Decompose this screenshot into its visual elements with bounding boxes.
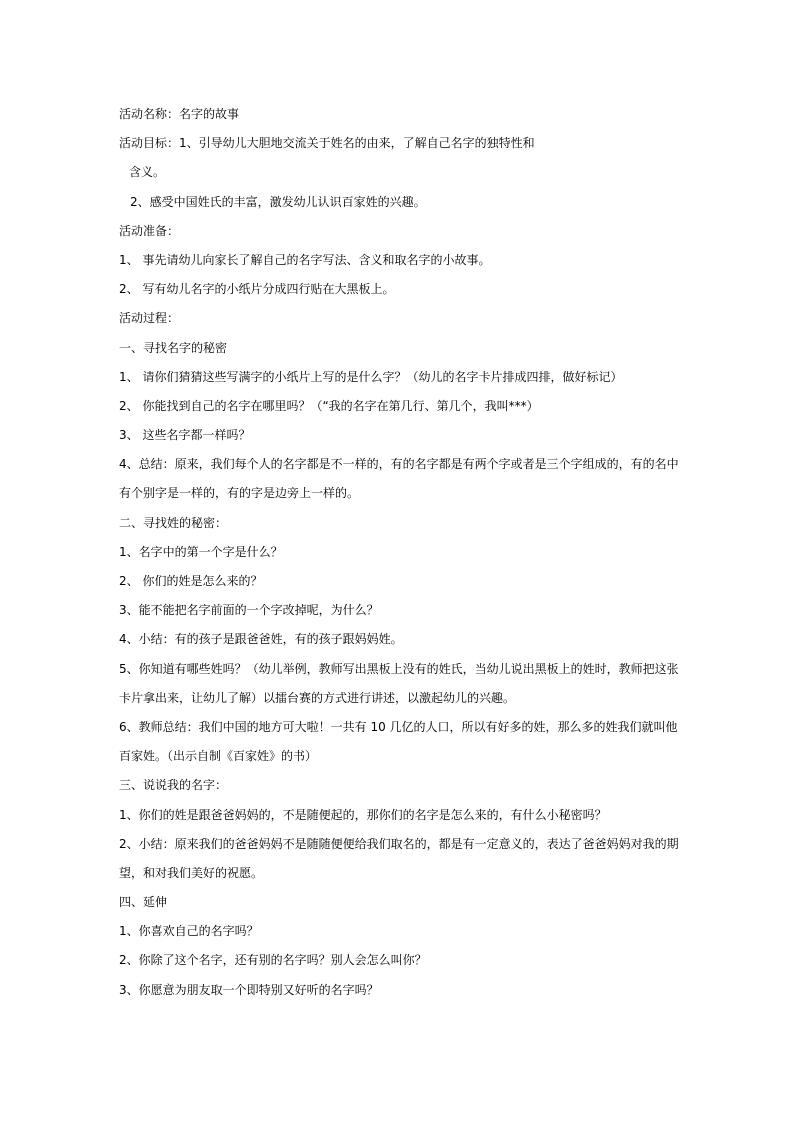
section-3-item-2-continuation: 望，和对我们美好的祝愿。	[119, 865, 264, 880]
section-2-item-2: 2、 你们的姓是怎么来的？	[119, 574, 263, 588]
preparation-heading: 活动准备：	[119, 223, 180, 238]
section-4-item-1: 1、你喜欢自己的名字吗？	[119, 924, 259, 939]
section-1-item-2: 2、 你能找到自己的名字在哪里吗？（“我的名字在第几行、第几个，我叫***）	[119, 398, 539, 413]
section-1-item-4-continuation: 有个别字是一样的，有的字是边旁上一样的。	[119, 486, 360, 501]
section-4-item-2: 2、你除了这个名字，还有别的名字吗？别人会怎么叫你？	[119, 953, 427, 968]
section-2-item-1: 1、名字中的第一个字是什么？	[119, 544, 283, 559]
preparation-item-2: 2、 写有幼儿名字的小纸片分成四行贴在大黑板上。	[119, 282, 395, 297]
section-1-item-4: 4、总结：原来，我们每个人的名字都是不一样的，有的名字都是有两个字或者是三个字组成的，有的名中	[119, 457, 679, 472]
section-3-item-1: 1、你们的姓是跟爸爸妈妈的，不是随便起的，那你们的名字是怎么来的，有什么小秘密吗？	[119, 807, 607, 822]
section-1-item-1: 1、 请你们猜猜这些写满字的小纸片上写的是什么字？（幼儿的名字卡片排成四排，做好标记）	[119, 369, 623, 384]
activity-goal-line: 活动目标：1、引导幼儿大胆地交流关于姓名的由来，了解自己名字的独特性和	[119, 136, 535, 151]
section-2-item-5-continuation: 卡片拿出来，让幼儿了解）以擂台赛的方式进行讲述，以激起幼儿的兴趣。	[119, 690, 516, 705]
section-3-item-2: 2、小结：原来我们的爸爸妈妈不是随随便便给我们取名的，都是有一定意义的，表达了爸爸妈妈对我的期	[119, 836, 679, 851]
activity-goal-2: 2、感受中国姓氏的丰富，激发幼儿认识百家姓的兴趣。	[130, 194, 426, 209]
process-heading: 活动过程：	[119, 311, 180, 326]
section-1-heading: 一、寻找名字的秘密	[119, 340, 228, 355]
section-2-item-5: 5、你知道有哪些姓吗？（幼儿举例，教师写出黑板上没有的姓氏，当幼儿说出黑板上的姓时，教师把这张	[119, 661, 679, 676]
section-4-item-3: 3、你愿意为朋友取一个即特别又好听的名字吗？	[119, 982, 379, 997]
activity-goal-continuation: 含义。	[129, 165, 166, 180]
section-2-item-6-continuation: 百家姓。（出示自制《百家姓》的书）	[119, 749, 318, 764]
document-body	[119, 100, 679, 1005]
section-2-item-4: 4、小结：有的孩子是跟爸爸姓，有的孩子跟妈妈姓。	[119, 632, 403, 647]
section-4-heading: 四、延伸	[119, 895, 168, 910]
section-2-heading: 二、寻找姓的秘密：	[119, 515, 228, 530]
section-2-item-6: 6、教师总结：我们中国的地方可大啦！一共有 10 几亿的人口，所以有好多的姓，那么多的姓我们就叫他	[119, 719, 678, 734]
section-2-item-3: 3、能不能把名字前面的一个字改掉呢，为什么？	[119, 603, 379, 618]
activity-name-line: 活动名称：名字的故事	[119, 107, 240, 121]
section-3-heading: 三、说说我的名字：	[119, 778, 228, 793]
preparation-item-1: 1、 事先请幼儿向家长了解自己的名字写法、含义和取名字的小故事。	[119, 252, 491, 267]
section-1-item-3: 3、 这些名字都一样吗？	[119, 428, 251, 443]
